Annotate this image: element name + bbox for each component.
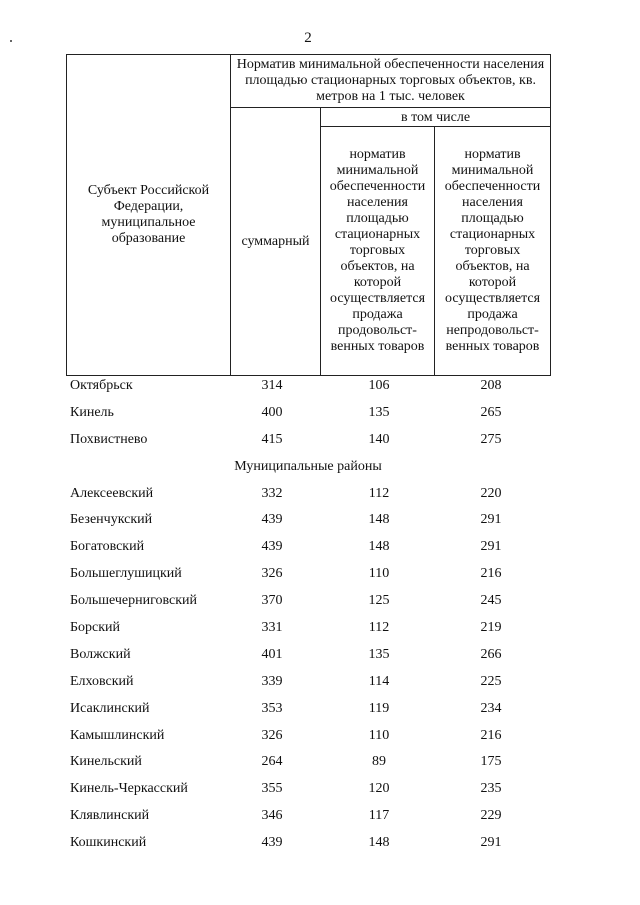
row-nonfood: 208 xyxy=(480,378,502,393)
row-food: 106 xyxy=(368,378,390,393)
row-name: Елховский xyxy=(70,673,134,689)
row-food: 89 xyxy=(372,754,386,770)
row-name: Камышлинский xyxy=(70,727,165,743)
row-total: 346 xyxy=(261,808,283,824)
row-total: 353 xyxy=(261,700,283,716)
row-nonfood: 275 xyxy=(480,431,502,447)
table-row xyxy=(0,671,640,698)
row-food: 120 xyxy=(368,781,390,797)
header-total: суммарный xyxy=(231,108,321,376)
row-name: Борский xyxy=(70,620,121,636)
row-total: 439 xyxy=(261,512,283,528)
row-total: 400 xyxy=(261,404,283,420)
row-total: 339 xyxy=(261,673,283,689)
row-nonfood: 225 xyxy=(480,673,502,689)
table-row xyxy=(0,751,640,778)
row-name: Безенчукский xyxy=(70,512,153,528)
row-name: Клявлинский xyxy=(70,808,150,824)
row-name: Волжский xyxy=(70,646,131,662)
table-row xyxy=(0,805,640,832)
header-norm-title: Норматив минимальной обеспеченности населения площадью стационарных торговых объектов, кв. метров на 1 тыс. человек xyxy=(231,55,551,108)
row-nonfood: 245 xyxy=(480,593,502,609)
districts-group xyxy=(0,483,640,859)
row-food: 119 xyxy=(368,700,390,716)
row-total: 415 xyxy=(261,431,283,447)
row-total: 439 xyxy=(261,835,283,851)
row-total: 314 xyxy=(261,378,283,393)
row-name: Кинель xyxy=(70,404,114,420)
row-name: Большечерниговский xyxy=(70,593,198,609)
table-row xyxy=(0,832,640,859)
row-name: Исаклинский xyxy=(70,700,150,716)
header-nonfood: норматив минимальной обеспеченности населения площадью стационарных торговых объектов, на которой осуществляется продажа непродовольст- венных товаров xyxy=(435,127,551,376)
table-row xyxy=(0,778,640,805)
section-heading: Муниципальные районы xyxy=(234,458,382,474)
table-row xyxy=(0,698,640,725)
table-row xyxy=(0,402,640,429)
row-total: 331 xyxy=(261,620,283,636)
table-row xyxy=(0,536,640,563)
row-total: 326 xyxy=(261,566,283,582)
table-row xyxy=(0,590,640,617)
table-row xyxy=(0,563,640,590)
table-row xyxy=(0,483,640,510)
table-header xyxy=(66,54,551,376)
row-food: 148 xyxy=(368,512,390,528)
row-name: Похвистнево xyxy=(70,431,148,447)
row-nonfood: 266 xyxy=(480,646,502,662)
row-name: Октябрьск xyxy=(70,378,133,393)
row-nonfood: 291 xyxy=(480,539,502,555)
row-food: 114 xyxy=(368,673,390,689)
scan-speck xyxy=(10,40,12,42)
row-nonfood: 291 xyxy=(480,835,502,851)
row-food: 148 xyxy=(368,835,390,851)
row-name: Богатовский xyxy=(70,539,145,555)
row-food: 125 xyxy=(368,593,390,609)
row-nonfood: 220 xyxy=(480,485,502,501)
page-number: 2 xyxy=(304,30,312,46)
header-food: норматив минимальной обеспеченности населения площадью стационарных торговых объектов, на которой осуществляется продажа продовольст- венных товаров xyxy=(321,127,435,376)
row-nonfood: 216 xyxy=(480,727,502,743)
table-row xyxy=(0,429,640,456)
row-nonfood: 216 xyxy=(480,566,502,582)
row-food: 135 xyxy=(368,404,390,420)
cities-group xyxy=(0,375,640,456)
row-name: Кинель-Черкасский xyxy=(70,781,188,797)
table-body xyxy=(0,375,640,859)
row-total: 326 xyxy=(261,727,283,743)
row-food: 140 xyxy=(368,431,390,447)
table-row xyxy=(0,375,640,402)
header-subject: Субъект Российской Федерации, муниципальное образование xyxy=(67,55,231,376)
row-name: Алексеевский xyxy=(70,485,154,501)
row-nonfood: 175 xyxy=(480,754,502,770)
row-nonfood: 219 xyxy=(480,620,502,636)
row-food: 112 xyxy=(368,485,390,501)
row-name: Кошкинский xyxy=(70,835,147,851)
row-name: Кинельский xyxy=(70,754,142,770)
row-food: 110 xyxy=(368,727,390,743)
row-total: 401 xyxy=(261,646,283,662)
row-total: 370 xyxy=(261,593,283,609)
table-row xyxy=(0,509,640,536)
row-total: 355 xyxy=(261,781,283,797)
row-nonfood: 291 xyxy=(480,512,502,528)
row-nonfood: 229 xyxy=(480,808,502,824)
table-row xyxy=(0,617,640,644)
row-food: 135 xyxy=(368,646,390,662)
row-total: 332 xyxy=(261,485,283,501)
table-row xyxy=(0,644,640,671)
header-including: в том числе xyxy=(321,108,551,127)
row-nonfood: 234 xyxy=(480,700,502,716)
row-food: 112 xyxy=(368,620,390,636)
row-total: 264 xyxy=(261,754,283,770)
row-food: 110 xyxy=(368,566,390,582)
row-total: 439 xyxy=(261,539,283,555)
table-row xyxy=(0,725,640,752)
row-food: 148 xyxy=(368,539,390,555)
row-name: Большеглушицкий xyxy=(70,566,182,582)
row-nonfood: 265 xyxy=(480,404,502,420)
row-food: 117 xyxy=(368,808,390,824)
row-nonfood: 235 xyxy=(480,781,502,797)
